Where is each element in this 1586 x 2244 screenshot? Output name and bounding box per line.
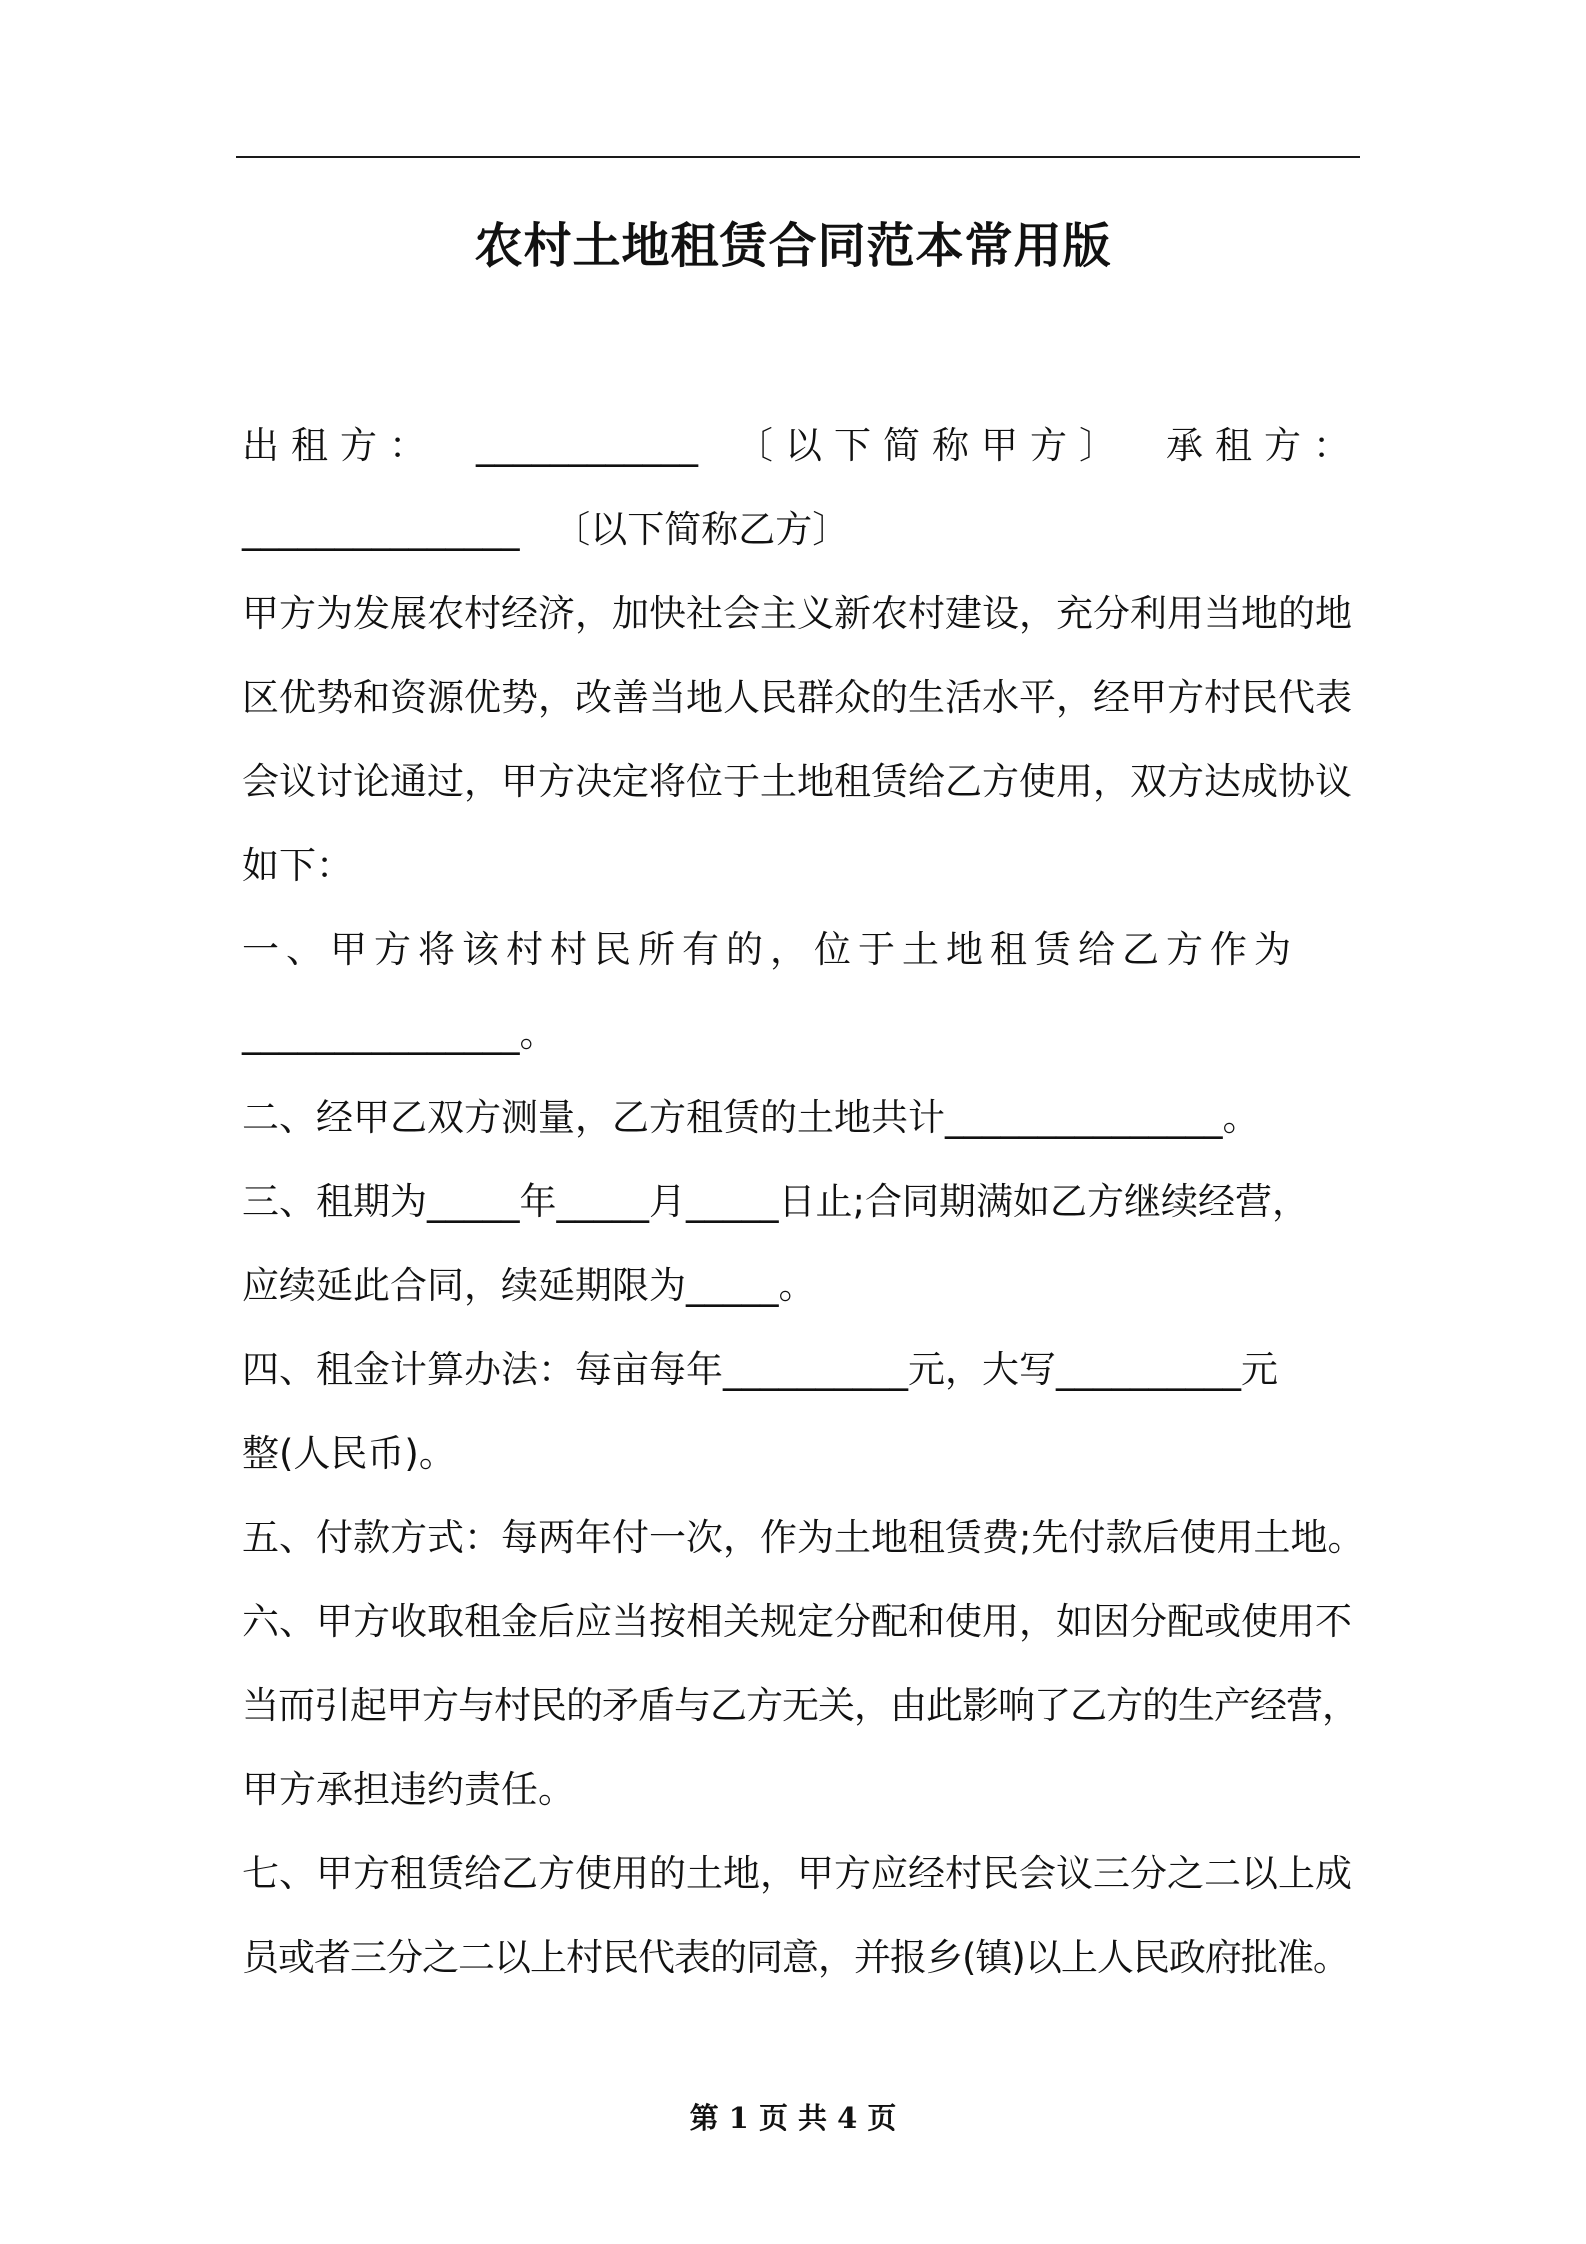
clause-3-line: 三、租期为_____年_____月_____日止;合同期满如乙方继续经营， [242,1180,1309,1223]
clause-6-line: 甲方承担违约责任。 [242,1768,575,1811]
lessee-blank: _______________ [242,508,520,551]
clause-6-line: 六、甲方收取租金后应当按相关规定分配和使用，如因分配或使用不 [242,1600,1352,1643]
intro-line: 甲方为发展农村经济，加快社会主义新农村建设，充分利用当地的地 [242,592,1352,635]
intro-line: 区优势和资源优势，改善当地人民群众的生活水平，经甲方村民代表 [242,676,1352,719]
lessee-label: 承租方： [1166,424,1362,467]
clause-6-line: 当而引起甲方与村民的矛盾与乙方无关，由此影响了乙方的生产经营， [242,1684,1358,1727]
lessee-note: 〔以下简称乙方〕 [553,508,850,551]
clause-5-line: 五、付款方式：每两年付一次，作为土地租赁费;先付款后使用土地。 [242,1516,1365,1559]
parties-line-1 [242,404,1362,488]
lessor-label: 出租方： [242,424,438,467]
document-title: 农村土地租赁合同范本常用版 [474,218,1112,274]
parties-line-2 [242,488,1362,572]
clause-1-line: 一、甲方将该村村民所有的，位于土地租赁给乙方作为 [242,928,1298,971]
clause-3-line: 应续延此合同，续延期限为_____。 [242,1264,816,1307]
lessor-blank: ____________ [476,424,698,467]
lessor-note: 〔以下简称甲方〕 [736,424,1128,467]
clause-7-line: 员或者三分之二以上村民代表的同意，并报乡(镇)以上人民政府批准。 [242,1936,1349,1979]
clause-4-line: 四、租金计算办法：每亩每年__________元，大写__________元 [242,1348,1278,1391]
clause-4-line: 整(人民币)。 [242,1432,456,1475]
contract-body [242,404,1365,2000]
clause-2-line: 二、经甲乙双方测量，乙方租赁的土地共计_______________。 [242,1096,1260,1139]
intro-line: 如下： [242,844,353,887]
clause-1-line: _______________。 [242,1012,557,1055]
page-number: 第 1 页 共 4 页 [689,2101,897,2135]
intro-line: 会议讨论通过，甲方决定将位于土地租赁给乙方使用，双方达成协议 [242,760,1352,803]
header-rule [236,156,1360,158]
clause-7-line: 七、甲方租赁给乙方使用的土地，甲方应经村民会议三分之二以上成 [242,1852,1352,1895]
